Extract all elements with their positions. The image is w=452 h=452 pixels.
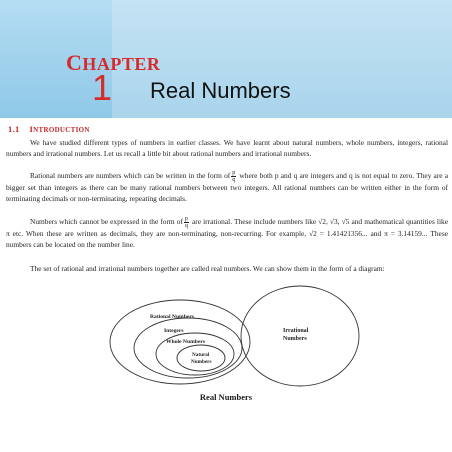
rational-numbers-label: Rational Numbers xyxy=(150,314,194,320)
paragraph-rational-before: Rational numbers are numbers which can be written in the form of xyxy=(30,171,231,181)
section-title-cap: I xyxy=(29,124,34,134)
section-number: 1.1 xyxy=(8,124,20,134)
natural-numbers-label-line-1: Natural xyxy=(192,352,210,358)
natural-numbers-label-line-2: Numbers xyxy=(191,359,212,365)
fraction-numerator-2: p xyxy=(184,216,188,222)
natural-numbers-ellipse xyxy=(177,345,225,371)
irrational-numbers-label-line-2: Numbers xyxy=(283,336,307,342)
paragraph-intro xyxy=(6,138,448,159)
paragraph-intro-text: We have studied different types of numbers in earlier classes. We have learnt about natural numbers, whole numbers, integers, rational numbers and irrational numbers. Let us recall a little bit about rational numbers and irrational numbers. xyxy=(6,138,448,158)
whole-numbers-label: Whole Numbers xyxy=(166,339,206,345)
integers-label: Integers xyxy=(164,328,184,334)
integers-ellipse xyxy=(134,318,242,378)
paragraph-rational xyxy=(6,170,448,204)
irrational-numbers-label-line-1: Irrational xyxy=(283,328,309,334)
chapter-label-rest: HAPTER xyxy=(82,54,161,74)
chapter-label-cap: C xyxy=(66,50,83,75)
diagram-caption: Real Numbers xyxy=(199,392,253,402)
chapter-label xyxy=(66,50,160,76)
irrational-numbers-ellipse xyxy=(241,286,359,386)
section-title-rest: NTRODUCTION xyxy=(33,126,90,134)
fraction-denominator: q xyxy=(232,177,236,183)
fraction-p-over-q xyxy=(231,170,236,183)
chapter-title: Real Numbers xyxy=(150,78,291,103)
paragraph-irrational xyxy=(6,216,448,250)
whole-numbers-ellipse xyxy=(156,333,234,375)
paragraph-rational-after: where both p and q are integers and q is not equal to zero. They are a bigger set than integers as there can be many rational numbers between two integers. All rational numbers can be written either in the form of terminating decimals or non-terminating, repeating decimals. xyxy=(6,171,448,203)
fraction-p-over-q-2 xyxy=(184,216,189,229)
paragraph-irrational-after: are irrational. These include numbers like √2, √3, √5 and mathematical quantities like π etc. When these are written as decimals, they are non-terminating, non-recurring. For example, √2 = 1.41421356... and π = 3.14159... These numbers can be located on the number line. xyxy=(6,217,448,249)
fraction-denominator-2: q xyxy=(184,223,188,229)
paragraph-real-text: The set of rational and irrational numbers together are called real numbers. We can show them in the form of a diagram: xyxy=(30,264,385,273)
rational-numbers-ellipse xyxy=(110,300,250,384)
paragraph-real xyxy=(6,264,448,275)
paragraph-irrational-before: Numbers which cannot be expressed in the form of xyxy=(30,217,183,227)
section-heading xyxy=(8,124,90,134)
fraction-numerator: p xyxy=(232,170,236,176)
chapter-number: 1 xyxy=(92,67,113,108)
